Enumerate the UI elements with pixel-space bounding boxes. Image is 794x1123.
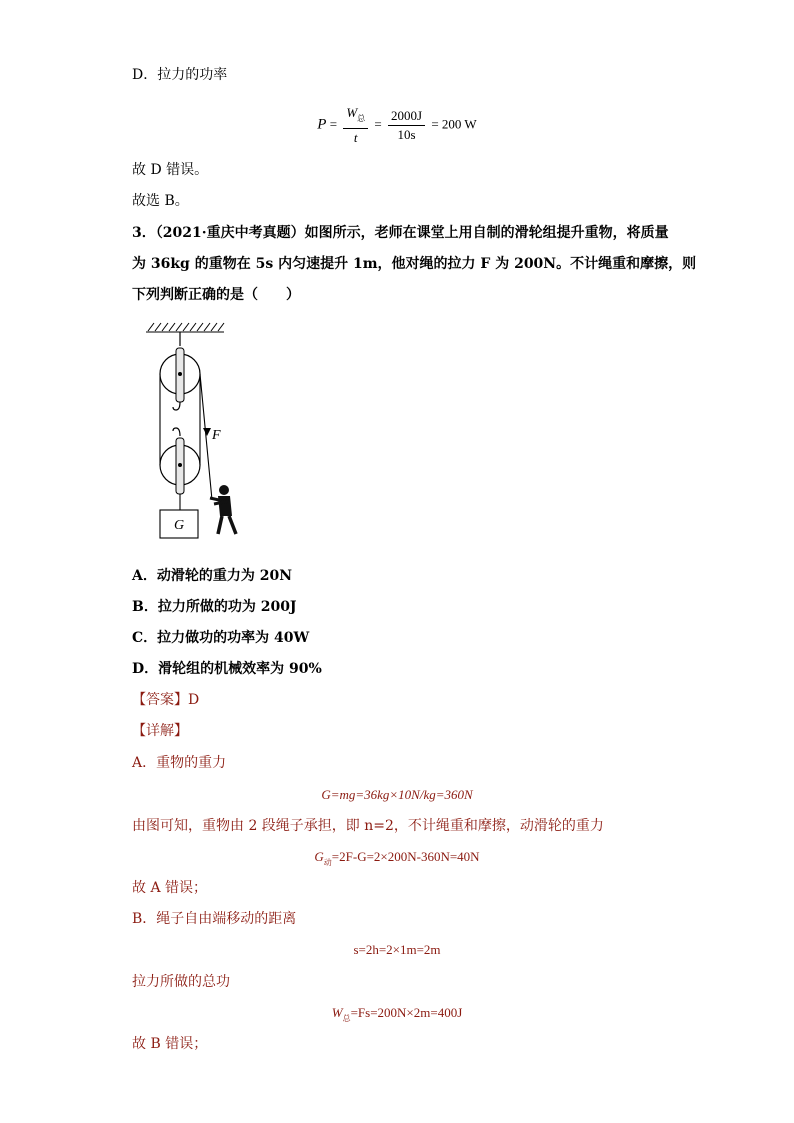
time-value: 10s <box>397 127 416 142</box>
b-wrong-text: 故 B 错误； <box>132 1036 208 1052</box>
option-b: B．拉力所做的功为 200J <box>132 599 297 615</box>
person-figure <box>210 485 236 534</box>
answer-value: D <box>188 692 200 708</box>
question-source: （2021·重庆中考真题） <box>155 225 305 241</box>
ceiling-hatch <box>146 323 224 332</box>
power-result: = 200 W <box>431 116 477 132</box>
pulley-figure <box>140 320 250 540</box>
total-work-symbol: W <box>331 1005 343 1020</box>
option-d: D．滑轮组的机械效率为 90% <box>132 661 322 677</box>
formula-power: P = $\frac{W_总}{t}$ = $\frac{2000J}{10s}$ = 200 W <box>317 105 477 145</box>
solution-b-title: B．绳子自由端移动的距离 <box>132 911 297 927</box>
option-c: C．拉力做功的功率为 40W <box>132 630 310 646</box>
pulley-weight-rhs: =2F-G=2×200N-360N=40N <box>331 849 480 864</box>
fraction-work-time <box>343 104 368 147</box>
force-label: F <box>212 428 221 443</box>
fraction-values <box>388 107 425 144</box>
total-work-subscript: 总 <box>342 1014 351 1023</box>
weight-label: G <box>174 518 185 533</box>
equals-sign: = <box>329 116 338 132</box>
total-work-rhs: =Fs=200N×2m=400J <box>350 1005 463 1020</box>
power-symbol: P <box>317 116 327 133</box>
equation-pulley-weight <box>0 848 794 872</box>
question-line-3: 下列判断正确的是（ ） <box>132 287 300 303</box>
ropes <box>160 374 212 510</box>
pulley-weight-subscript: 动 <box>323 858 332 867</box>
d-wrong-text: 故 D 错误。 <box>132 162 209 178</box>
question-line-1 <box>132 224 669 242</box>
solution-a-title: A．重物的重力 <box>132 755 227 771</box>
pulley-weight-symbol: G <box>314 849 324 864</box>
answer-line <box>132 691 199 709</box>
part-d-title: D．拉力的功率 <box>132 67 228 83</box>
work-symbol: W <box>346 105 358 120</box>
equation-total-work <box>0 1004 794 1028</box>
question-text-1: 如图所示，老师在课堂上用自制的滑轮组提升重物，将质量 <box>304 225 669 241</box>
work-value: 2000J <box>388 107 425 126</box>
question-line-2: 为 36kg 的重物在 5s 内匀速提升 1m，他对绳的拉力 F 为 200N。不计绳重和摩擦，则 <box>132 256 697 272</box>
equation-gravity: G=mg=36kg×10N/kg=360N <box>321 787 473 802</box>
choose-b-text: 故选 B。 <box>132 193 189 209</box>
detail-label: 【详解】 <box>132 723 188 739</box>
time-symbol: t <box>353 130 358 145</box>
option-a: A．动滑轮的重力为 20N <box>132 568 293 584</box>
a-wrong-text: 故 A 错误； <box>132 880 208 896</box>
force-arrow <box>203 428 211 436</box>
work-subscript: 总 <box>357 114 366 123</box>
question-number: 3． <box>132 225 156 241</box>
equation-distance: s=2h=2×1m=2m <box>353 942 441 957</box>
solution-b-text: 拉力所做的总功 <box>132 974 230 990</box>
answer-label: 【答案】 <box>132 692 188 708</box>
solution-a-text: 由图可知，重物由 2 段绳子承担，即 n=2，不计绳重和摩擦，动滑轮的重力 <box>132 818 604 834</box>
